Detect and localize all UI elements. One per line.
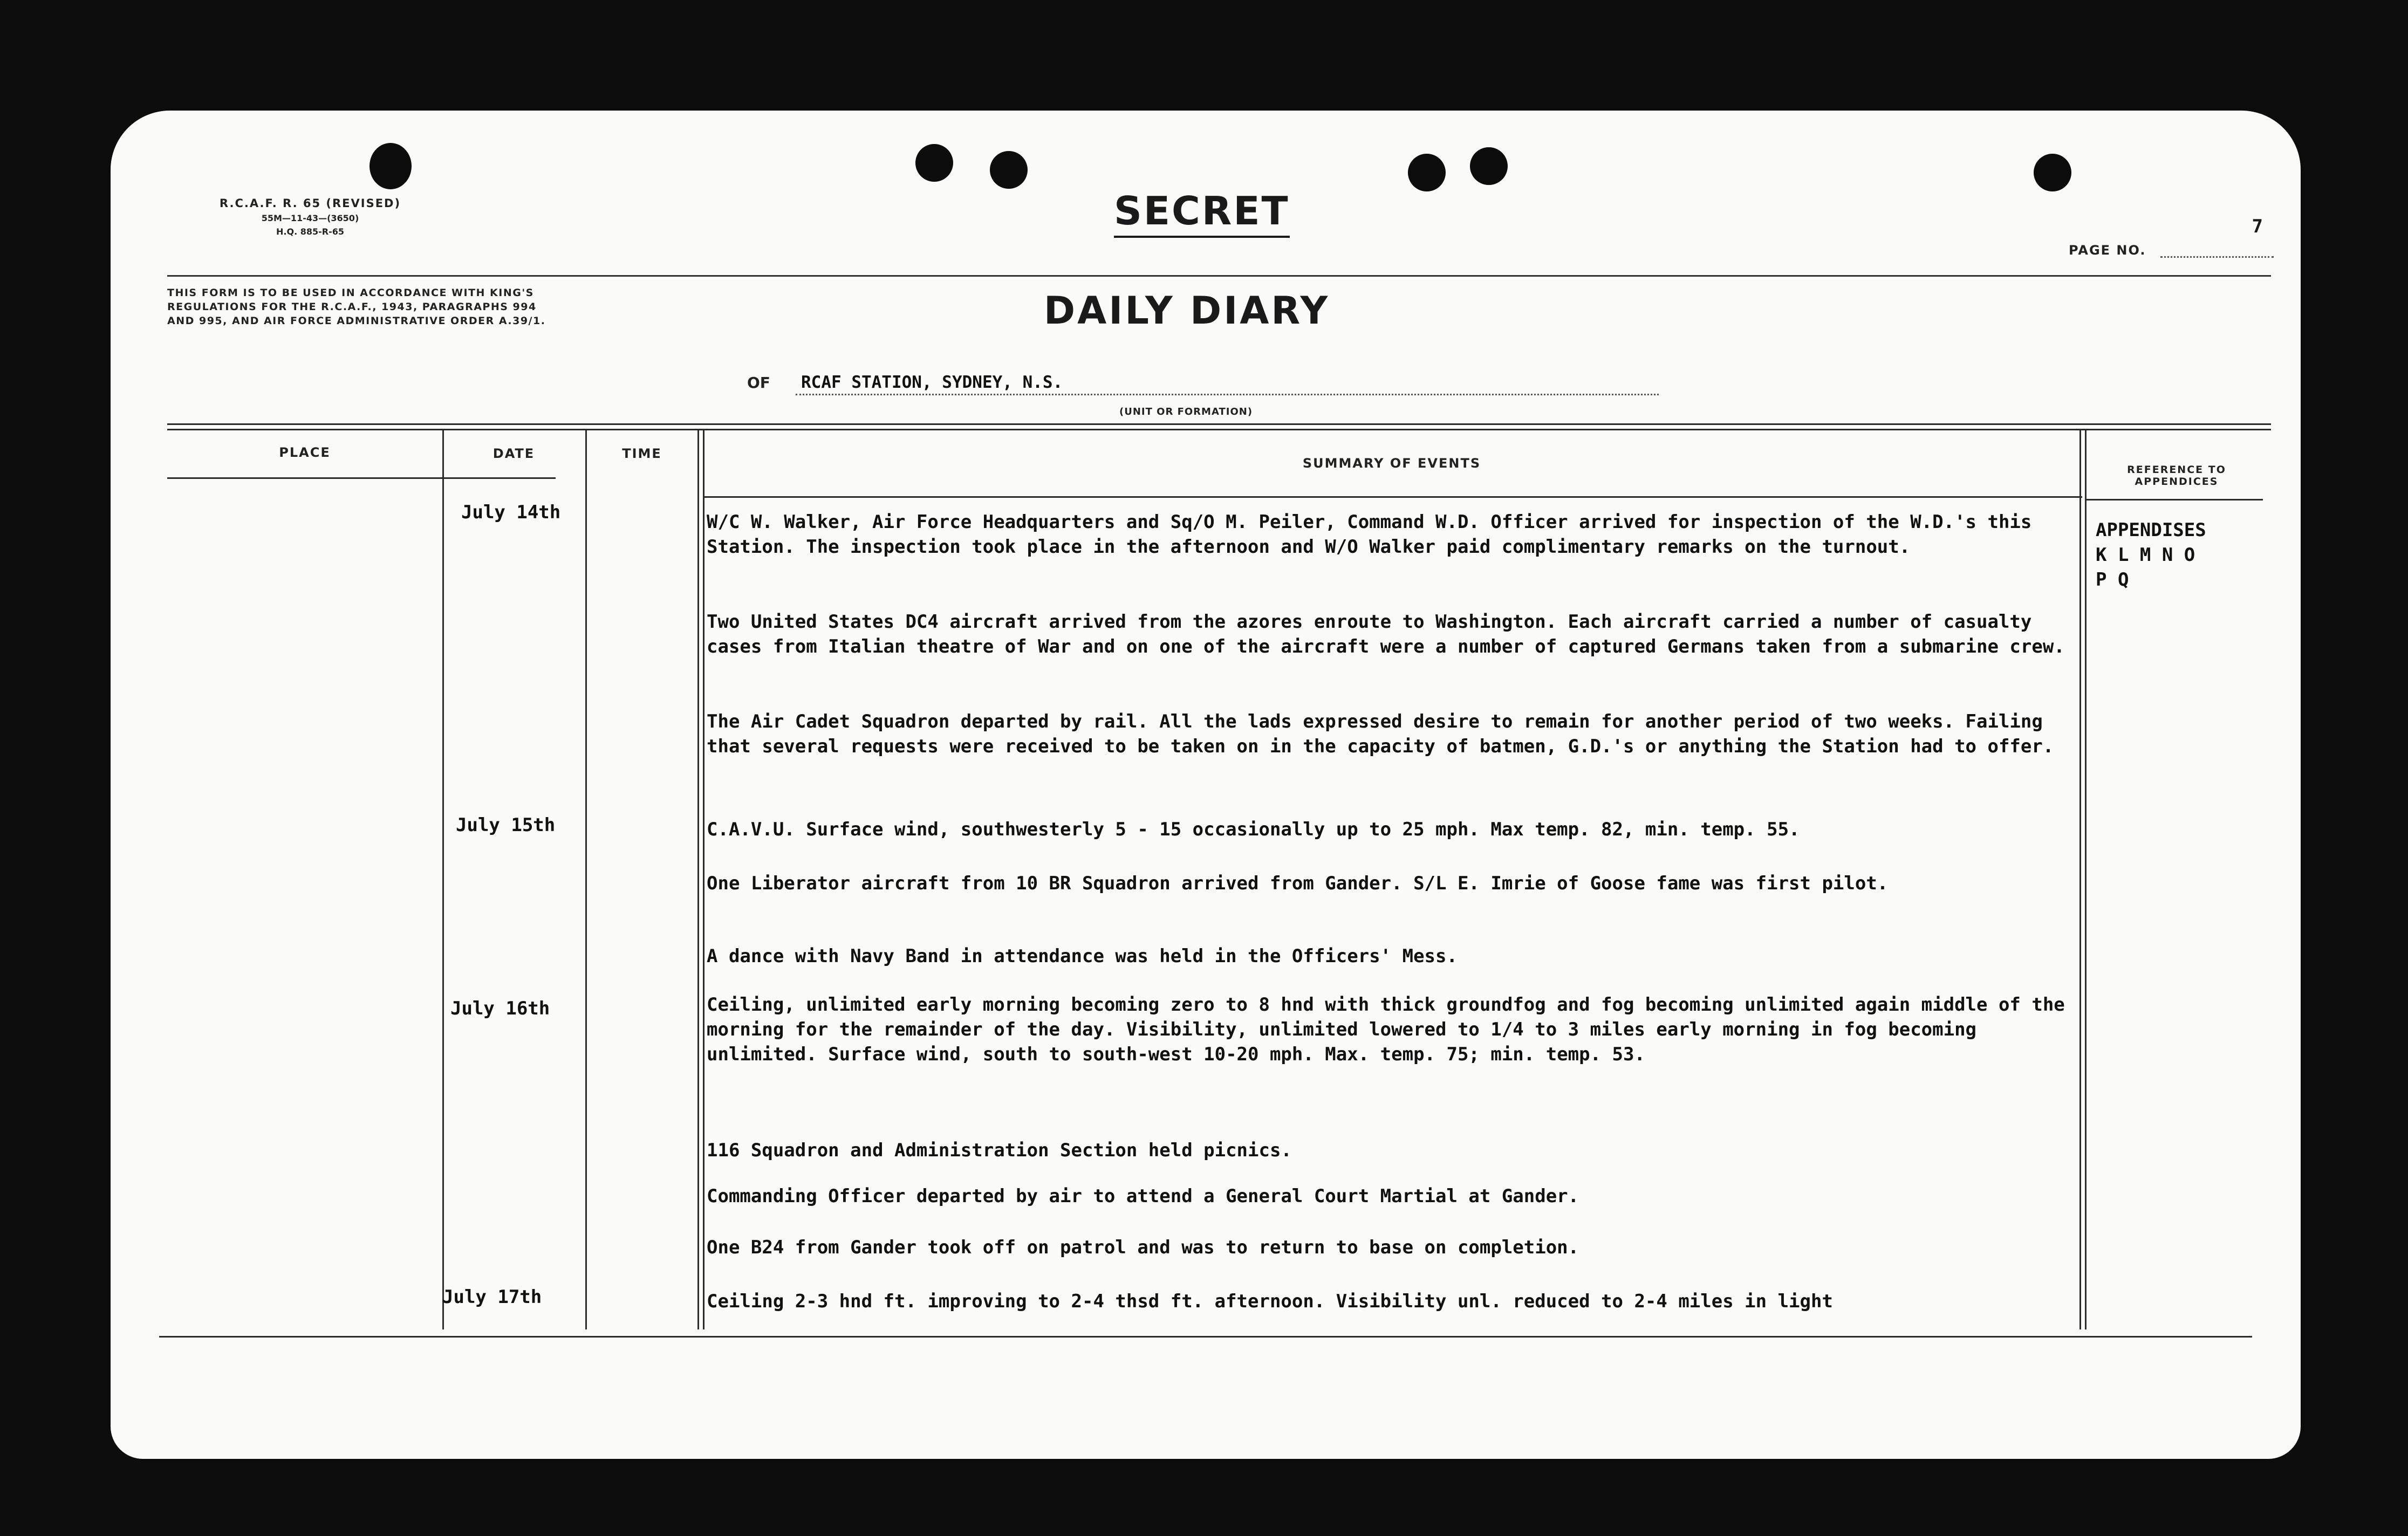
classification-stamp: SECRET xyxy=(1114,191,1290,238)
column-divider xyxy=(2079,429,2081,1329)
page-number-label: PAGE NO. xyxy=(2069,243,2146,258)
unit-caption: (UNIT OR FORMATION) xyxy=(1119,406,1253,417)
event-entry: W/C W. Walker, Air Force Headquarters and Sq/O M. Peiler, Command W.D. Officer arrived for inspection of the W.D.'s this Station. The inspection took place in the afternoon and W/O Walker paid complimentary remarks on the turnout. xyxy=(707,511,2032,558)
event-entry: Ceiling, unlimited early morning becoming zero to 8 hnd with thick groundfog and fog becoming unlimited again middle of the morning for the remainder of the day. Visibility, unlimited lowered to 1/4 to 3 miles early morning in fog becoming unlimited. Surface wind, south to south-west 10-20 mph. Max. temp. 75; min. temp. 53. xyxy=(707,994,2065,1065)
column-header-reference: REFERENCE TO APPENDICES xyxy=(2127,464,2226,488)
event-entry: C.A.V.U. Surface wind, southwesterly 5 - 15 occasionally up to 25 mph. Max temp. 82, min. temp. 55. xyxy=(707,819,1800,840)
column-header-date: DATE xyxy=(492,446,535,461)
appendices-reference xyxy=(2096,518,2206,592)
punch-hole xyxy=(1470,147,1508,185)
table-header-rule xyxy=(2085,499,2263,500)
table-header-rule xyxy=(167,477,556,479)
appendices-line: P Q xyxy=(2096,569,2129,591)
hq-code: H.Q. 885-R-65 xyxy=(276,227,344,237)
event-entry: Ceiling 2-3 hnd ft. improving to 2-4 thsd ft. afternoon. Visibility unl. reduced to 2-4 miles in light xyxy=(707,1291,1833,1312)
header-divider xyxy=(167,275,2271,277)
page-title: DAILY DIARY xyxy=(1044,289,1330,333)
punch-hole xyxy=(2034,154,2071,191)
event-entry: Commanding Officer departed by air to attend a General Court Martial at Gander. xyxy=(707,1185,1579,1207)
table-top-rule xyxy=(167,429,2271,430)
event-entry: Two United States DC4 aircraft arrived from the azores enroute to Washington. Each aircraft carried a number of casualty cases from Italian theatre of War and on one of the aircraft were a number of captured Germans taken from a submarine crew. xyxy=(707,611,2065,657)
regulation-note: THIS FORM IS TO BE USED IN ACCORDANCE WITH KING'S REGULATIONS FOR THE R.C.A.F., 1943, PARAGRAPHS 994 AND 995, AND AIR FORCE ADMINISTRATIVE ORDER A.39/1. xyxy=(167,287,546,327)
table-bottom-rule xyxy=(159,1336,2252,1338)
date-entry: July 15th xyxy=(456,814,556,836)
page-number-line xyxy=(2160,256,2274,258)
event-entry: 116 Squadron and Administration Section held picnics. xyxy=(707,1140,1292,1161)
print-code: 55M—11-43—(3650) xyxy=(261,213,359,223)
of-label: OF xyxy=(747,374,770,392)
event-entry: A dance with Navy Band in attendance was held in the Officers' Mess. xyxy=(707,945,1458,967)
punch-hole xyxy=(990,151,1028,189)
appendices-label: APPENDISES xyxy=(2096,519,2206,541)
column-divider xyxy=(697,429,699,1329)
form-identifier xyxy=(159,197,461,237)
column-divider xyxy=(703,429,704,1329)
diary-card xyxy=(111,111,2301,1459)
column-header-time: TIME xyxy=(622,446,662,461)
event-entry: The Air Cadet Squadron departed by rail. All the lads expressed desire to remain for another period of two weeks. Failing that several requests were received to be taken on in the capacity of batmen, G.D.'s or anything the Station had to offer. xyxy=(707,711,2054,757)
event-entry: One Liberator aircraft from 10 BR Squadron arrived from Gander. S/L E. Imrie of Goose fame was first pilot. xyxy=(707,873,1889,894)
column-header-summary: SUMMARY OF EVENTS xyxy=(1302,456,1481,471)
date-entry: July 16th xyxy=(450,998,550,1019)
table-top-rule xyxy=(167,423,2271,425)
page-number: 7 xyxy=(2252,216,2263,237)
punch-hole xyxy=(915,144,953,182)
event-entry: One B24 from Gander took off on patrol and was to return to base on completion. xyxy=(707,1237,1579,1258)
punch-hole xyxy=(370,143,412,189)
column-divider xyxy=(442,429,444,1329)
date-entry: July 17th xyxy=(442,1286,542,1308)
unit-name: RCAF STATION, SYDNEY, N.S. xyxy=(801,373,1063,392)
column-divider xyxy=(2085,429,2087,1329)
date-entry: July 14th xyxy=(461,502,561,523)
unit-line xyxy=(796,394,1659,395)
table-header-rule xyxy=(704,496,2082,498)
column-divider xyxy=(585,429,587,1329)
appendices-line: K L M N O xyxy=(2096,544,2195,566)
form-number: R.C.A.F. R. 65 (REVISED) xyxy=(219,197,401,210)
punch-hole xyxy=(1408,154,1446,191)
column-header-place: PLACE xyxy=(279,445,331,460)
